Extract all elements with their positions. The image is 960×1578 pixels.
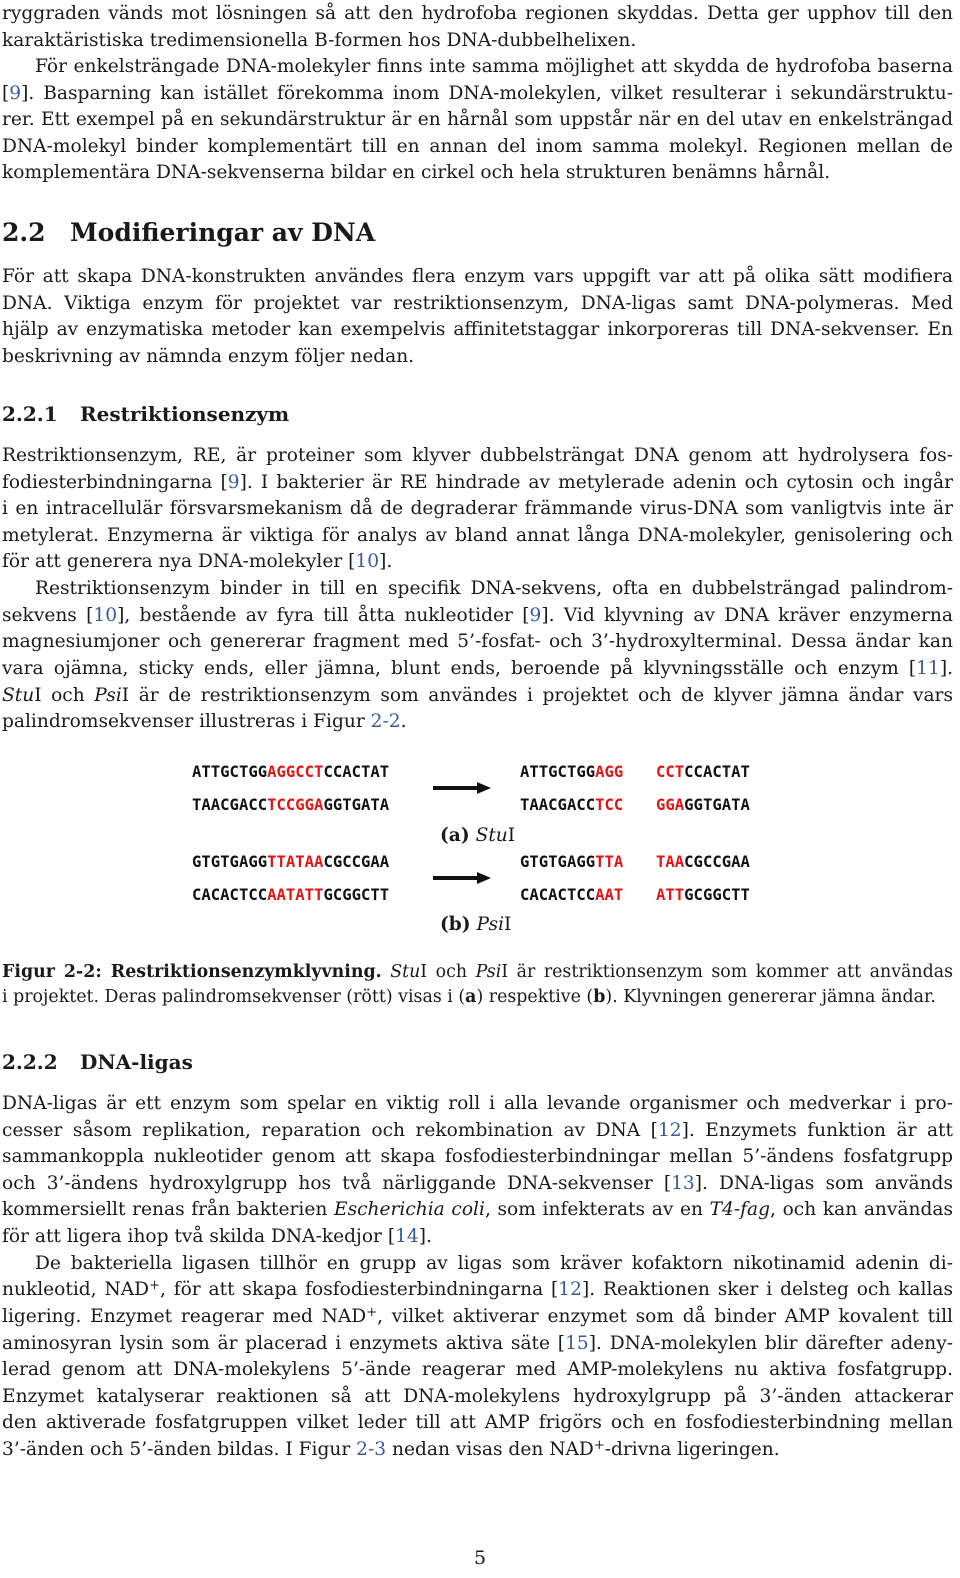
text-line: Restriktionsenzym, RE, är proteiner som klyver dubbelsträngat DNA genom att hydrolysera fos-: [2, 445, 953, 466]
text-line: Enzymet katalyserar reaktionen så att DNA-molekylens hydroxylgrupp på 3’-änden attackerar: [2, 1386, 953, 1407]
text-line: rer. Ett exempel på en sekundärstruktur är en hårnål som uppstår när en del utav en enkelsträngad: [2, 109, 953, 130]
arrow-right-icon: [433, 782, 491, 794]
text-line: cesser såsom replikation, reparation och rekombination av DNA [12]. Enzymets funktion är att: [2, 1120, 954, 1141]
sequence-after-top-right: CCTCCACTAT: [656, 763, 750, 781]
text-line: hjälp av enzymatiska metoder kan exempelvis affinitetstaggar inkorporeras till DNA-sekvenser. En: [2, 319, 953, 340]
text-line: palindromsekvenser illustreras i Figur 2-2.: [2, 711, 407, 732]
text-line: De bakteriella ligasen tillhör en grupp av ligas som kräver kofaktorn nikotinamid adenin di-: [35, 1253, 953, 1274]
sequence-after-bottom-right: GGAGGTGATA: [656, 796, 750, 814]
text-line: [9]. Basparning kan istället förekomma inom DNA-molekylen, vilket resulterar i sekundärstruktu-: [2, 83, 953, 104]
text-line: för att ligera ihop två skilda DNA-kedjor [14].: [2, 1226, 432, 1247]
section-title: Modifieringar av DNA: [70, 218, 376, 247]
subsection-heading-2-2-1: [2, 400, 289, 428]
text-line: aminosyran lysin som är placerad i enzymets aktiva säte [15]. DNA-molekylen blir därefter adeny-: [2, 1333, 953, 1354]
caption-line: i projektet. Deras palindromsekvenser (rött) visas i (a) respektive (b). Klyvningen genererar jämna ändar.: [2, 987, 936, 1007]
text-line: komplementära DNA-sekvenserna bildar en cirkel och hela strukturen benämns hårnål.: [2, 162, 831, 183]
text-line: ligering. Enzymet reagerar med NAD+, vilket aktiverar enzymet som då binder AMP kovalent till: [2, 1305, 953, 1327]
subsection-number: 2.2.2: [2, 1050, 58, 1074]
caption-line: [2, 960, 953, 985]
subsection-title: DNA-ligas: [80, 1050, 193, 1074]
text-line: sammankoppla nukleotider genom att skapa fosfodiesterbindningar mellan 5’-ändens fosfatgrupp: [2, 1146, 953, 1167]
text-line: beskrivning av nämnda enzym följer nedan.: [2, 346, 415, 367]
sequence-after-top-left: GTGTGAGGTTA: [520, 853, 624, 871]
text-line: den aktiverade fosfatgruppen vilket leder till att AMP frigörs och en fosfodiesterbindning mellan: [2, 1412, 953, 1433]
text-line: För enkelsträngade DNA-molekyler finns inte samma möjlighet att skydda de hydrofoba baserna: [35, 56, 953, 77]
subsection-heading-2-2-2: [2, 1048, 193, 1076]
sequence-after-bottom-left: TAACGACCTCC: [520, 796, 624, 814]
text-line: metylerat. Enzymerna är viktiga för analys av bland annat långa DNA-molekyler, genisolering och: [2, 525, 953, 546]
page-number: 5: [473, 1547, 487, 1569]
sequence-before-bottom: TAACGACCTCCGGAGGTGATA: [192, 796, 390, 814]
sequence-before-top: ATTGCTGGAGGCCTCCACTAT: [192, 763, 390, 781]
sequence-after-top-right: TAACGCCGAA: [656, 853, 750, 871]
text-line: ryggraden vänds mot lösningen så att den hydrofoba regionen skyddas. Detta ger upphov till den: [2, 3, 953, 24]
text-line: DNA. Viktiga enzym för projektet var restriktionsenzym, DNA-ligas samt DNA-polymeras. Med: [2, 293, 953, 314]
sequence-after-top-left: ATTGCTGGAGG: [520, 763, 624, 781]
text-line: för att generera nya DNA-molekyler [10].: [2, 551, 393, 572]
caption-text: StuI och PsiI är restriktionsenzym som kommer att användas: [390, 962, 954, 982]
subfigure-label-a: (a) StuI: [440, 825, 516, 846]
text-line: och 3’-ändens hydroxylgrupp hos två närliggande DNA-sekvenser [13]. DNA-ligas som används: [2, 1173, 953, 1194]
arrow-right-icon: [433, 872, 491, 884]
subsection-title: Restriktionsenzym: [80, 402, 290, 426]
text-line: kommersiellt renas från bakterien Escherichia coli, som infekterats av en T4-fag, och kan användas: [2, 1199, 953, 1220]
text-line: lerad genom att DNA-molekylens 5’-ände reagerar med AMP-molekylens nu aktiva fosfatgrupp.: [2, 1359, 953, 1380]
caption-label: Figur 2-2: Restriktionsenzymklyvning.: [2, 962, 382, 982]
sequence-after-bottom-left: CACACTCCAAT: [520, 886, 624, 904]
section-heading-2-2: [2, 218, 375, 248]
subfigure-label-b: (b) PsiI: [440, 914, 512, 935]
text-line: DNA-molekyl binder komplementärt till en annan del inom samma molekyl. Regionen mellan de: [2, 136, 953, 157]
sequence-before-bottom: CACACTCCAATATTGCGGCTT: [192, 886, 390, 904]
text-line: magnesiumjoner och genererar fragment med 5’-fosfat- och 3’-hydroxylterminal. Dessa ändar kan: [2, 631, 953, 652]
sequence-before-top: GTGTGAGGTTATAACGCCGAA: [192, 853, 390, 871]
subsection-number: 2.2.1: [2, 402, 58, 426]
text-line: 3’-änden och 5’-änden bildas. I Figur 2-3 nedan visas den NAD+-drivna ligeringen.: [2, 1438, 780, 1460]
text-line: sekvens [10], bestående av fyra till åtta nukleotider [9]. Vid klyvning av DNA kräver enzymerna: [2, 605, 953, 626]
text-line: nukleotid, NAD+, för att skapa fosfodiesterbindningarna [12]. Reaktionen sker i delsteg och kallas: [2, 1278, 954, 1300]
section-number: 2.2: [2, 218, 46, 247]
text-line: Restriktionsenzym binder in till en specifik DNA-sekvens, ofta en dubbelsträngad palindrom-: [35, 578, 953, 599]
text-line: StuI och PsiI är de restriktionsenzym som användes i projektet och de klyver jämna ändar vars: [2, 685, 953, 706]
text-line: karaktäristiska tredimensionella B-formen hos DNA-dubbelhelixen.: [2, 30, 637, 51]
text-line: fodiesterbindningarna [9]. I bakterier är RE hindrade av metylerade adenin och cytosin och ingår: [2, 472, 953, 493]
text-line: vara ojämna, sticky ends, eller jämna, blunt ends, beroende på klyvningsställe och enzym [11].: [2, 658, 953, 679]
text-line: DNA-ligas är ett enzym som spelar en viktig roll i alla levande organismer och medverkar i pro-: [2, 1093, 953, 1114]
sequence-after-bottom-right: ATTGCGGCTT: [656, 886, 750, 904]
text-line: För att skapa DNA-konstrukten användes flera enzym vars uppgift var att på olika sätt modifiera: [2, 266, 953, 287]
text-line: i en intracellulär försvarsmekanism då de degraderar främmande virus-DNA som vanligtvis inte är: [2, 498, 953, 519]
